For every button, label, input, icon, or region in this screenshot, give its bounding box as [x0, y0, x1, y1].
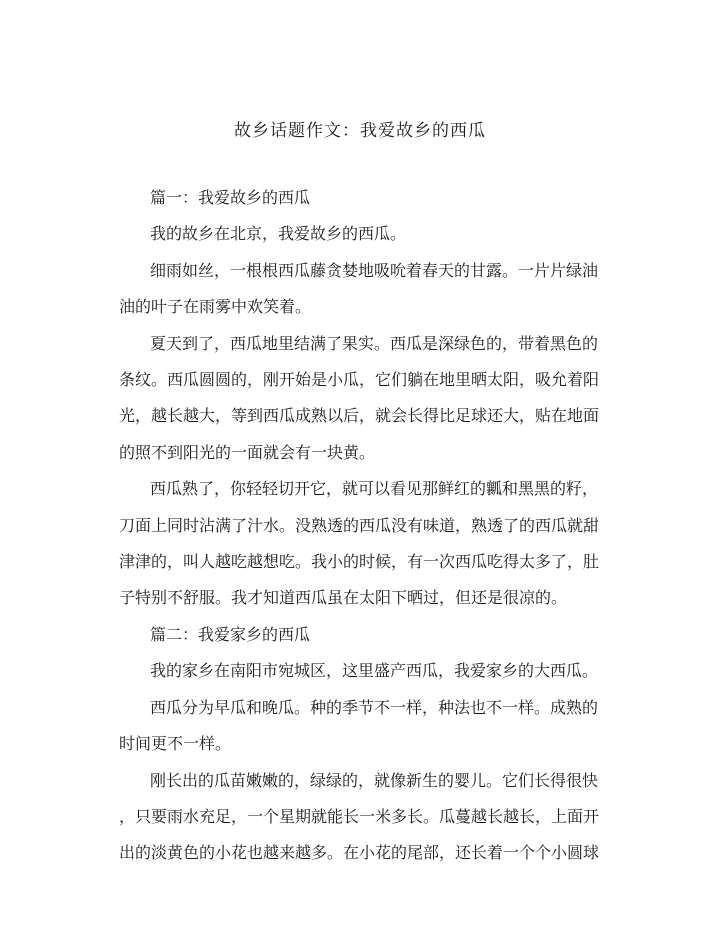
text-line: 刚长出的瓜苗嫩嫩的，绿绿的，就像新生的婴儿。它们长得很快 — [150, 770, 599, 790]
paragraph — [119, 690, 613, 763]
text-line: 我的家乡在南阳市宛城区，这里盛产西瓜，我爱家乡的大西瓜。 — [150, 661, 599, 681]
text-line: 我的故乡在北京，我爱故乡的西瓜。 — [150, 224, 407, 244]
text-line: 子特别不舒服。我才知道西瓜虽在太阳下晒过，但还是很凉的。 — [119, 588, 568, 608]
text-line: 光，越长越大，等到西瓜成熟以后，就会长得比足球还大，贴在地面 — [119, 406, 600, 426]
text-line: ，只要雨水充足，一个星期就能长一米多长。瓜蔓越长越长，上面开 — [119, 806, 600, 826]
document-title: 故乡话题作文：我爱故乡的西瓜 — [234, 121, 486, 141]
text-line: 篇二：我爱家乡的西瓜 — [150, 624, 311, 644]
text-line: 刀面上同时沾满了汁水。没熟透的西瓜没有味道，熟透了的西瓜就甜 — [119, 515, 600, 535]
text-line: 的照不到阳光的一面就会有一块黄。 — [119, 442, 376, 462]
text-line: 篇一：我爱故乡的西瓜 — [150, 188, 311, 207]
text-line: 细雨如丝，一根根西瓜藤贪婪地吸吮着春天的甘露。一片片绿油 — [150, 260, 599, 280]
paragraph — [119, 326, 613, 472]
document-body — [119, 180, 613, 872]
text-line: 油的叶子在雨雾中欢笑着。 — [119, 297, 312, 317]
text-line: 时间更不一样。 — [119, 734, 232, 754]
text-line: 西瓜熟了，你轻轻切开它，就可以看见那鲜红的瓤和黑黑的籽， — [150, 479, 599, 499]
paragraph — [119, 471, 613, 617]
paragraph — [119, 216, 613, 252]
text-line: 夏天到了，西瓜地里结满了果实。西瓜是深绿色的，带着黑色的 — [150, 333, 599, 353]
text-line: 西瓜分为早瓜和晚瓜。种的季节不一样，种法也不一样。成熟的 — [150, 697, 599, 717]
paragraph — [119, 653, 613, 689]
paragraph — [119, 763, 613, 872]
paragraph-heading-2 — [119, 617, 613, 653]
text-line: 津津的，叫人越吃越想吃。我小的时候，有一次西瓜吃得太多了，肚 — [119, 552, 600, 572]
text-line: 条纹。西瓜圆圆的，刚开始是小瓜，它们躺在地里晒太阳，吸允着阳 — [119, 370, 600, 390]
text-line: 出的淡黄色的小花也越来越多。在小花的尾部，还长着一个个小圆球 — [119, 843, 600, 863]
paragraph — [119, 253, 613, 326]
paragraph-heading-1 — [119, 180, 613, 216]
